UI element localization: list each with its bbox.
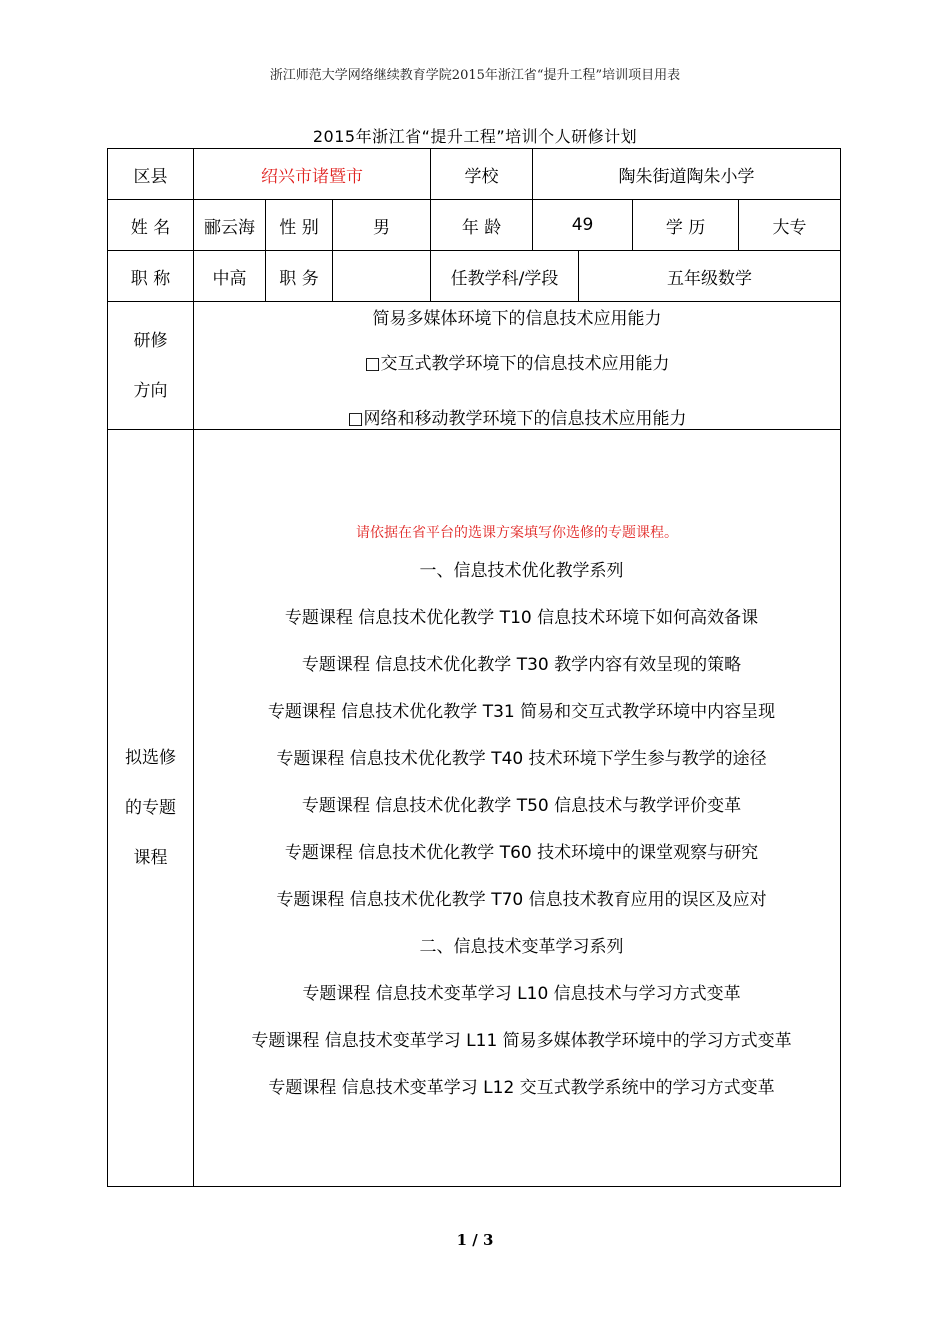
county-label: 区县 <box>108 149 194 200</box>
course-instruction-note: 请依据在省平台的选课方案填写你选修的专题课程。 <box>356 525 678 541</box>
plan-table <box>107 148 841 1187</box>
age-value: 49 <box>533 200 633 251</box>
direction-option: 简易多媒体环境下的信息技术应用能力 <box>372 309 662 329</box>
row-personal <box>108 200 841 251</box>
direction-options <box>194 302 841 430</box>
post-value <box>333 251 431 302</box>
post-label: 职 务 <box>266 251 333 302</box>
direction-label-line1: 研修 <box>133 330 168 351</box>
document-title: 2015年浙江省“提升工程”培训个人研修计划 <box>312 127 638 146</box>
name-label: 姓 名 <box>108 200 194 251</box>
courses-label-line1: 拟选修 <box>125 748 176 768</box>
course-item: 专题课程 信息技术优化教学 T10 信息技术环境下如何高效备课 <box>284 608 759 628</box>
education-label: 学 历 <box>633 200 739 251</box>
courses-label-line2: 的专题 <box>125 798 176 818</box>
course-item: 专题课程 信息技术优化教学 T50 信息技术与教学评价变革 <box>301 796 742 816</box>
course-item: 专题课程 信息技术变革学习 L11 简易多媒体教学环境中的学习方式变革 <box>251 1031 792 1051</box>
job-title-value: 中高 <box>194 251 266 302</box>
courses-label-line3: 课程 <box>133 848 168 868</box>
course-item: 专题课程 信息技术变革学习 L12 交互式教学系统中的学习方式变革 <box>268 1078 775 1098</box>
course-item: 专题课程 信息技术优化教学 T70 信息技术教育应用的误区及应对 <box>276 890 767 910</box>
gender-value: 男 <box>333 200 431 251</box>
row-job <box>108 251 841 302</box>
courses-label <box>108 430 194 1187</box>
county-value: 绍兴市诸暨市 <box>194 149 431 200</box>
name-value: 郦云海 <box>194 200 266 251</box>
direction-option[interactable]: □网络和移动教学环境下的信息技术应用能力 <box>347 409 687 429</box>
school-label: 学校 <box>431 149 533 200</box>
school-value: 陶朱街道陶朱小学 <box>533 149 841 200</box>
subject-label: 任教学科/学段 <box>431 251 579 302</box>
series-heading: 二、信息技术变革学习系列 <box>419 937 624 957</box>
direction-label-line2: 方向 <box>133 380 168 401</box>
education-value: 大专 <box>739 200 841 251</box>
subject-value: 五年级数学 <box>579 251 841 302</box>
gender-label: 性 别 <box>266 200 333 251</box>
direction-option[interactable]: □交互式教学环境下的信息技术应用能力 <box>364 354 670 374</box>
job-title-label: 职 称 <box>108 251 194 302</box>
direction-label <box>108 302 194 430</box>
page-header: 浙江师范大学网络继续教育学院2015年浙江省“提升工程”培训项目用表 <box>269 68 681 83</box>
series-heading: 一、信息技术优化教学系列 <box>419 561 624 581</box>
course-item: 专题课程 信息技术优化教学 T30 教学内容有效呈现的策略 <box>301 655 742 675</box>
row-courses <box>108 430 841 1187</box>
course-item: 专题课程 信息技术优化教学 T60 技术环境中的课堂观察与研究 <box>284 843 759 863</box>
row-location <box>108 149 841 200</box>
row-direction <box>108 302 841 430</box>
course-item: 专题课程 信息技术变革学习 L10 信息技术与学习方式变革 <box>302 984 741 1004</box>
courses-content <box>194 430 841 1187</box>
age-label: 年 龄 <box>431 200 533 251</box>
page-number: 1 / 3 <box>456 1231 494 1249</box>
course-item: 专题课程 信息技术优化教学 T40 技术环境下学生参与教学的途径 <box>276 749 767 769</box>
course-item: 专题课程 信息技术优化教学 T31 简易和交互式教学环境中内容呈现 <box>267 702 776 722</box>
